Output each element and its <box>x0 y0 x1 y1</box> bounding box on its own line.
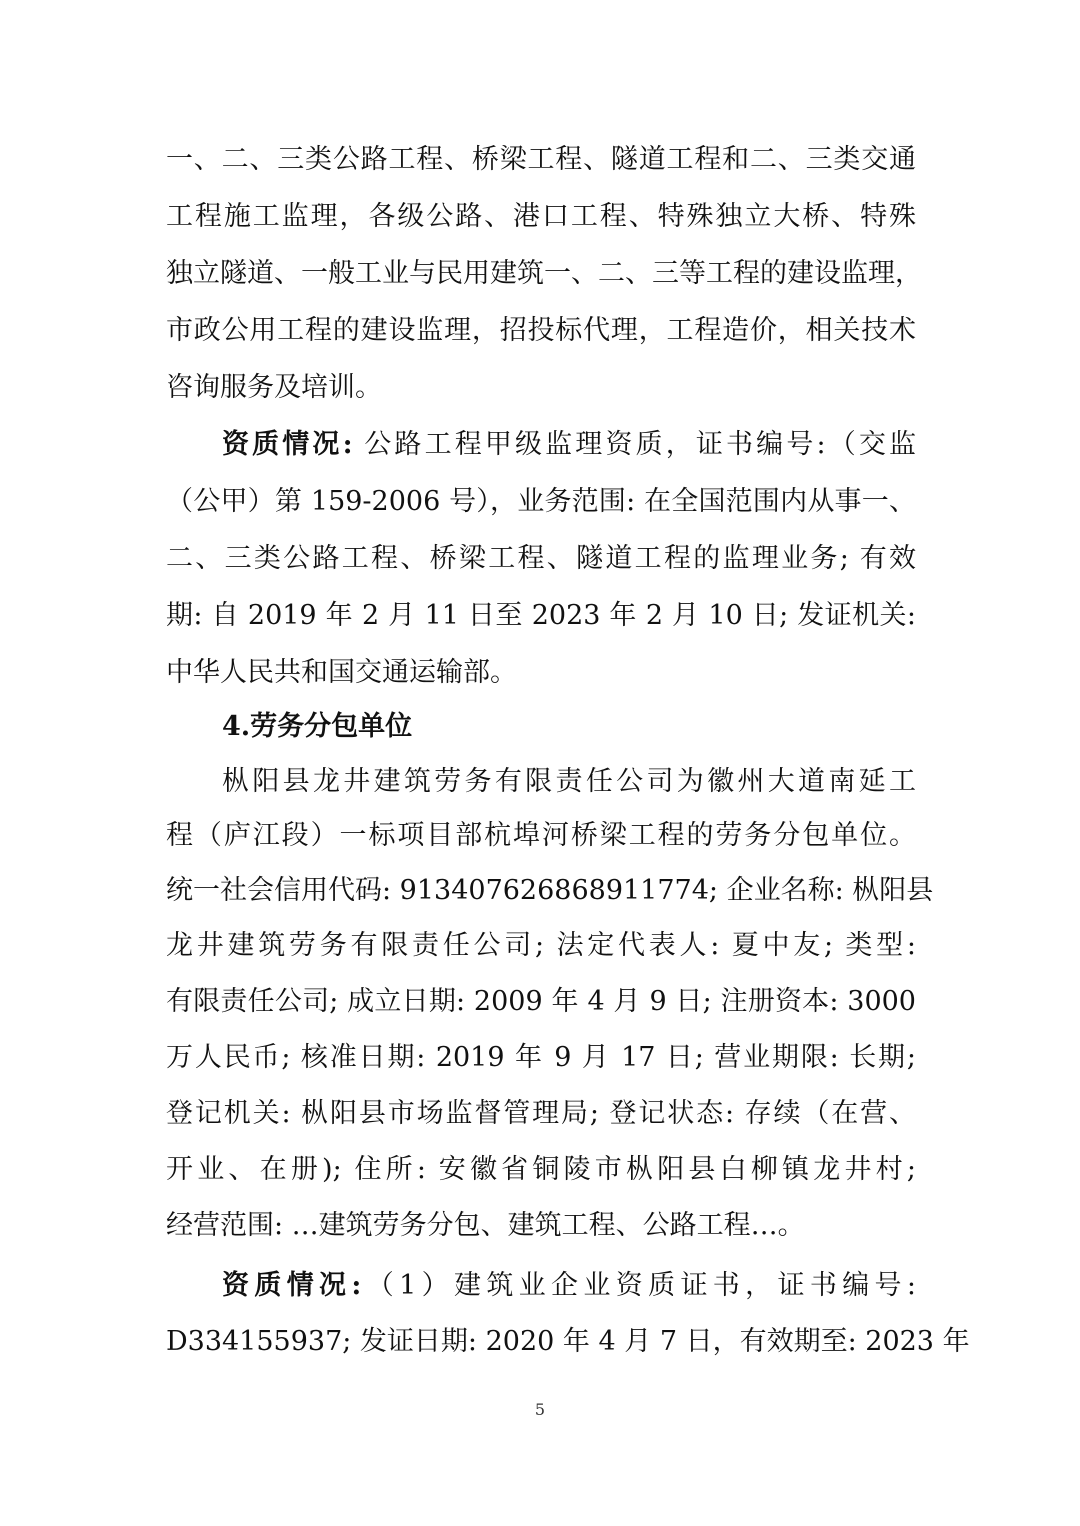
paragraph1-line-1: 一、二、三类公路工程、桥梁工程、隧道工程和二、三类交通 <box>166 144 916 175</box>
qualification1-line-3: 二、三类公路工程、桥梁工程、隧道工程的监理业务; 有效 <box>166 543 916 574</box>
qualification2-label: 资质情况: <box>222 1270 362 1301</box>
paragraph1-line-3: 独立隧道、一般工业与民用建筑一、二、三等工程的建设监理， <box>166 258 922 289</box>
paragraph2-line-2: 程（庐江段）一标项目部杭埠河桥梁工程的劳务分包单位。 <box>166 820 916 851</box>
qualification1-line-4: 期: 自 2019 年 2 月 11 日至 2023 年 2 月 10 日; 发证机关: <box>166 600 916 631</box>
qualification2-line-1 <box>222 1268 916 1304</box>
qualification2-first-line-text: （1）建筑业企业资质证书，证书编号: <box>361 1270 917 1301</box>
paragraph2-line-9: 经营范围: …建筑劳务分包、建筑工程、公路工程…。 <box>166 1210 805 1241</box>
paragraph2-line-1: 枞阳县龙井建筑劳务有限责任公司为徽州大道南延工 <box>222 766 916 797</box>
paragraph2-line-3: 统一社会信用代码: 913407626868911774; 企业名称: 枞阳县 <box>166 875 934 906</box>
paragraph2-line-8: 开业、在册); 住所: 安徽省铜陵市枞阳县白柳镇龙井村; <box>166 1154 916 1185</box>
paragraph1-line-5: 咨询服务及培训。 <box>166 372 382 403</box>
paragraph2-line-7: 登记机关: 枞阳县市场监督管理局; 登记状态: 存续（在营、 <box>166 1098 916 1129</box>
qualification1-line-5: 中华人民共和国交通运输部。 <box>166 657 517 688</box>
section4-heading: 4.劳务分包单位 <box>222 711 413 742</box>
paragraph2-line-6: 万人民币; 核准日期: 2019 年 9 月 17 日; 营业期限: 长期; <box>166 1042 916 1073</box>
qualification1-line-2: （公甲）第 159-2006 号），业务范围: 在全国范围内从事一、 <box>166 486 916 517</box>
paragraph1-line-4: 市政公用工程的建设监理，招投标代理，工程造价，相关技术 <box>166 315 916 346</box>
paragraph2-line-4: 龙井建筑劳务有限责任公司; 法定代表人: 夏中友; 类型: <box>166 930 916 961</box>
page-number: 5 <box>534 1400 546 1419</box>
qualification1-line-1 <box>222 427 916 463</box>
qualification2-line-2: D334155937; 发证日期: 2020 年 4 月 7 日，有效期至: 2023 年 <box>166 1326 970 1357</box>
qualification1-first-line-text: 公路工程甲级监理资质，证书编号:（交监 <box>352 429 917 460</box>
paragraph1-line-2: 工程施工监理，各级公路、港口工程、特殊独立大桥、特殊 <box>166 201 916 232</box>
qualification1-label: 资质情况: <box>222 429 353 460</box>
paragraph2-line-5: 有限责任公司; 成立日期: 2009 年 4 月 9 日; 注册资本: 3000 <box>166 986 916 1017</box>
